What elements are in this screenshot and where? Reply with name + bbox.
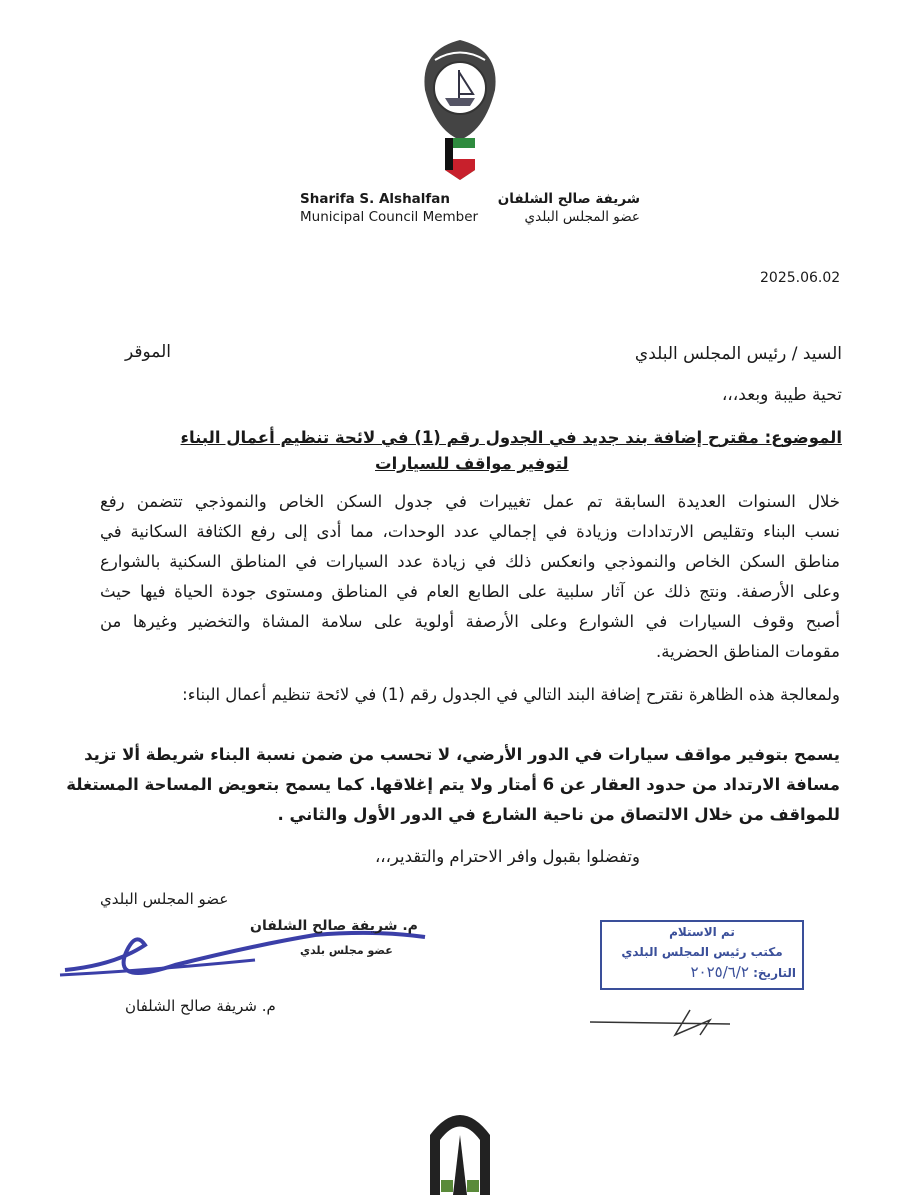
closing: وتفضلوا بقبول وافر الاحترام والتقدير،،، [374, 847, 640, 866]
subject-line-2: لتوفير مواقف للسيارات [375, 454, 569, 473]
signature-stamp-title: عضو مجلس بلدي [300, 944, 393, 957]
proposal-line: يسمح بتوفير مواقف سيارات في الدور الأرضي، لا تحسب من ضمن نسبة البناء شريطة ألا تزيد [84, 745, 840, 764]
greeting: تحية طيبة وبعد،،، [721, 385, 842, 405]
title-arabic: عضو المجلس البلدي [524, 209, 640, 225]
paragraph-line: أصبح وقوف السيارات في الشوارع وعلى الأرصفة أولوية على سلامة المشاة والتخضير وغيرها من [100, 612, 840, 631]
proposal-line: مسافة الارتداد من حدود العقار عن 6 أمتار ولا يتم إغلاقها. كما يسمح بتعويض المساحة المستغلة [66, 775, 840, 794]
paragraph-line: مناطق السكن الخاص والنموذجي وانعكس ذلك في زيادة عدد السيارات في المناطق السكنية بالشوارع [100, 552, 840, 571]
title-english: Municipal Council Member [300, 209, 479, 225]
proposal-line: للمواقف من خلال الالتصاق من ناحية الشارع في الدور الأول والثاني . [277, 805, 840, 824]
name-english: Sharifa S. Alshalfan [300, 191, 451, 207]
honorific: الموقر [125, 342, 172, 362]
signatory-name: م. شريفة صالح الشلفان [125, 997, 276, 1015]
receipt-stamp [600, 920, 804, 990]
paragraph-line: نسب البناء وتقليص الارتدادات وزيادة في إجمالي عدد الوحدات، مما أدى إلى رفع الكثافة السكانية في [100, 522, 840, 541]
name-arabic: شريفة صالح الشلفان [497, 191, 640, 207]
signature-title: عضو المجلس البلدي [100, 890, 229, 908]
addressee: السيد / رئيس المجلس البلدي [634, 344, 842, 364]
letter-date: 2025.06.02 [760, 270, 841, 286]
stamp-date-label: التاريخ: [753, 966, 796, 980]
stamp-office: مكتب رئيس المجلس البلدي [621, 945, 783, 959]
subject-line-1: الموضوع: مقترح إضافة بند جديد في الجدول رقم (1) في لائحة تنظيم أعمال البناء [180, 428, 842, 447]
stamp-date-value: ٢٠٢٥/٦/٢ [690, 963, 749, 981]
signature-stamp-name: م. شريفة صالح الشلفان [250, 918, 418, 934]
paragraph-line: خلال السنوات العديدة السابقة تم عمل تغييرات في جدول السكن الخاص والنموذجي تتضمن رفع [100, 492, 840, 511]
stamp-received: تم الاستلام [669, 925, 735, 939]
kuwait-emblem [415, 20, 505, 180]
paragraph-line: وعلى الأرصفة. ونتج ذلك عن آثار سلبية على الطابع العام في المناطق ومستوى جودة الحياة فيها حيث [100, 582, 840, 601]
receipt-signature [590, 1000, 740, 1040]
paragraph-2: ولمعالجة هذه الظاهرة نقترح إضافة البند التالي في الجدول رقم (1) في لائحة تنظيم أعمال البناء: [182, 685, 840, 704]
municipal-council-logo [425, 1095, 495, 1195]
paragraph-line: مقومات المناطق الحضرية. [655, 642, 840, 661]
